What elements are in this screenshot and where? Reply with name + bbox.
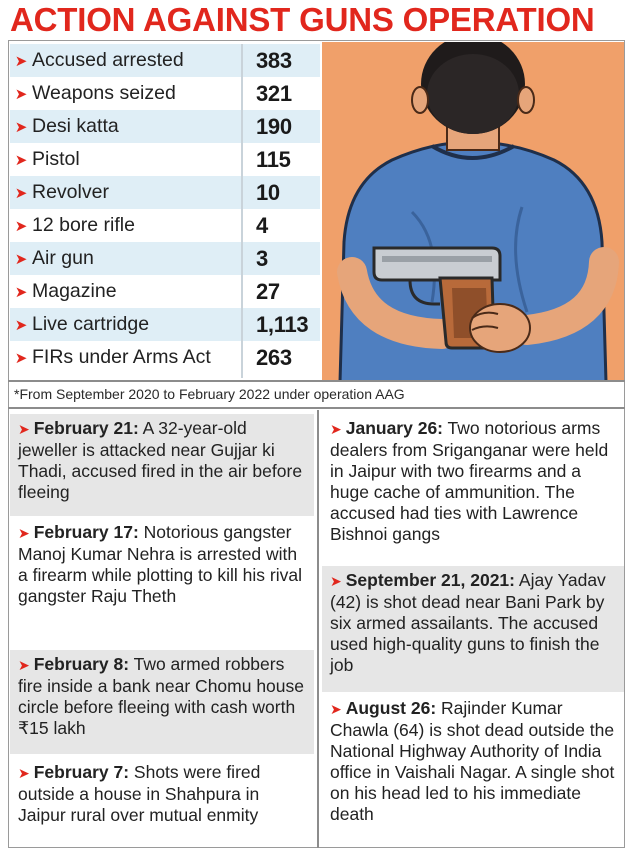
footnote: *From September 2020 to February 2022 under operation AAG bbox=[14, 386, 405, 402]
arrow-right-icon: ➤ bbox=[18, 765, 30, 781]
column-divider bbox=[317, 410, 319, 848]
events-column-right bbox=[322, 414, 624, 846]
event-date: September 21, 2021: bbox=[345, 570, 515, 590]
stat-row bbox=[10, 176, 320, 209]
arrow-right-icon: ➤ bbox=[14, 217, 28, 235]
event-text: Notorious gangster Manoj Kumar Nehra is arrested with a firearm while plotting to kill his rival gangster Raju Theth bbox=[18, 522, 302, 606]
arrow-right-icon: ➤ bbox=[18, 525, 30, 541]
arrow-right-icon: ➤ bbox=[14, 184, 28, 202]
event-date: January 26: bbox=[345, 418, 444, 438]
stat-row bbox=[10, 341, 320, 374]
stat-row bbox=[10, 110, 320, 143]
stat-label: Pistol bbox=[32, 148, 80, 170]
event-item bbox=[10, 414, 314, 516]
stat-row bbox=[10, 308, 320, 341]
arrow-right-icon: ➤ bbox=[14, 85, 28, 103]
stat-value: 27 bbox=[256, 278, 280, 304]
stat-label: Desi katta bbox=[32, 115, 119, 137]
arrow-right-icon: ➤ bbox=[14, 151, 28, 169]
table-divider bbox=[241, 44, 243, 378]
events-column-left bbox=[10, 414, 314, 846]
stat-value: 1,113 bbox=[256, 311, 309, 337]
stat-row bbox=[10, 44, 320, 77]
stat-label: 12 bore rifle bbox=[32, 214, 135, 236]
stats-table bbox=[10, 44, 320, 378]
stat-label: Magazine bbox=[32, 280, 117, 302]
stat-label: Accused arrested bbox=[32, 49, 184, 71]
event-date: February 21: bbox=[33, 418, 139, 438]
event-date: February 7: bbox=[33, 762, 130, 782]
divider-line bbox=[8, 407, 625, 409]
arrow-right-icon: ➤ bbox=[330, 421, 342, 437]
stat-row bbox=[10, 275, 320, 308]
arrow-right-icon: ➤ bbox=[14, 316, 28, 334]
stat-value: 190 bbox=[256, 113, 292, 139]
stat-row bbox=[10, 209, 320, 242]
stat-value: 10 bbox=[256, 179, 280, 205]
event-item bbox=[10, 758, 314, 844]
arrow-right-icon: ➤ bbox=[14, 118, 28, 136]
stat-value: 263 bbox=[256, 344, 292, 370]
arrow-right-icon: ➤ bbox=[330, 573, 342, 589]
event-item bbox=[322, 566, 624, 692]
stat-label: Live cartridge bbox=[32, 313, 150, 335]
event-date: February 17: bbox=[33, 522, 139, 542]
arrow-right-icon: ➤ bbox=[14, 52, 28, 70]
arrow-right-icon: ➤ bbox=[14, 283, 28, 301]
stat-value: 3 bbox=[256, 245, 268, 271]
boy-hiding-gun-illustration bbox=[322, 42, 624, 382]
stat-row bbox=[10, 77, 320, 110]
stat-row bbox=[10, 143, 320, 176]
event-text: Shots were fired outside a house in Shahpura in Jaipur rural over mutual enmity bbox=[18, 762, 261, 825]
stat-label: Revolver bbox=[32, 181, 109, 203]
stat-label: FIRs under Arms Act bbox=[32, 346, 211, 368]
event-text: Ajay Yadav (42) is shot dead near Bani Park by six armed assailants. The accused used high-quality guns to finish the job bbox=[330, 570, 606, 675]
illustration-svg bbox=[322, 42, 624, 382]
stat-row bbox=[10, 242, 320, 275]
arrow-right-icon: ➤ bbox=[18, 657, 30, 673]
arrow-right-icon: ➤ bbox=[18, 421, 30, 437]
stat-label: Air gun bbox=[32, 247, 94, 269]
arrow-right-icon: ➤ bbox=[14, 250, 28, 268]
event-text: Two armed robbers fire inside a bank near Chomu house circle before fleeing with cash worth ₹15 lakh bbox=[18, 654, 305, 738]
stat-label: Weapons seized bbox=[32, 82, 176, 104]
event-text: Rajinder Kumar Chawla (64) is shot dead outside the National Highway Authority of India office in Vaishali Nagar. A single shot on his head led to his immediate death bbox=[330, 698, 615, 824]
event-text: Two notorious arms dealers from Sriganganar were held in Jaipur with two firearms and a huge cache of ammunition. The accused had ties with Lawrence Bishnoi gangs bbox=[330, 418, 609, 544]
event-item bbox=[10, 650, 314, 754]
arrow-right-icon: ➤ bbox=[14, 349, 28, 367]
arrow-right-icon: ➤ bbox=[330, 701, 342, 717]
event-item bbox=[322, 414, 624, 564]
stat-value: 321 bbox=[256, 80, 292, 106]
event-date: August 26: bbox=[345, 698, 437, 718]
stat-value: 4 bbox=[256, 212, 268, 238]
stat-value: 383 bbox=[256, 47, 292, 73]
event-date: February 8: bbox=[33, 654, 130, 674]
page-title: ACTION AGAINST GUNS OPERATION bbox=[10, 1, 595, 38]
stat-value: 115 bbox=[256, 146, 291, 172]
event-item bbox=[322, 694, 624, 844]
event-item bbox=[10, 518, 314, 646]
event-text: A 32-year-old jeweller is attacked near Gujjar ki Thadi, accused fired in the air before fleeing bbox=[18, 418, 303, 502]
